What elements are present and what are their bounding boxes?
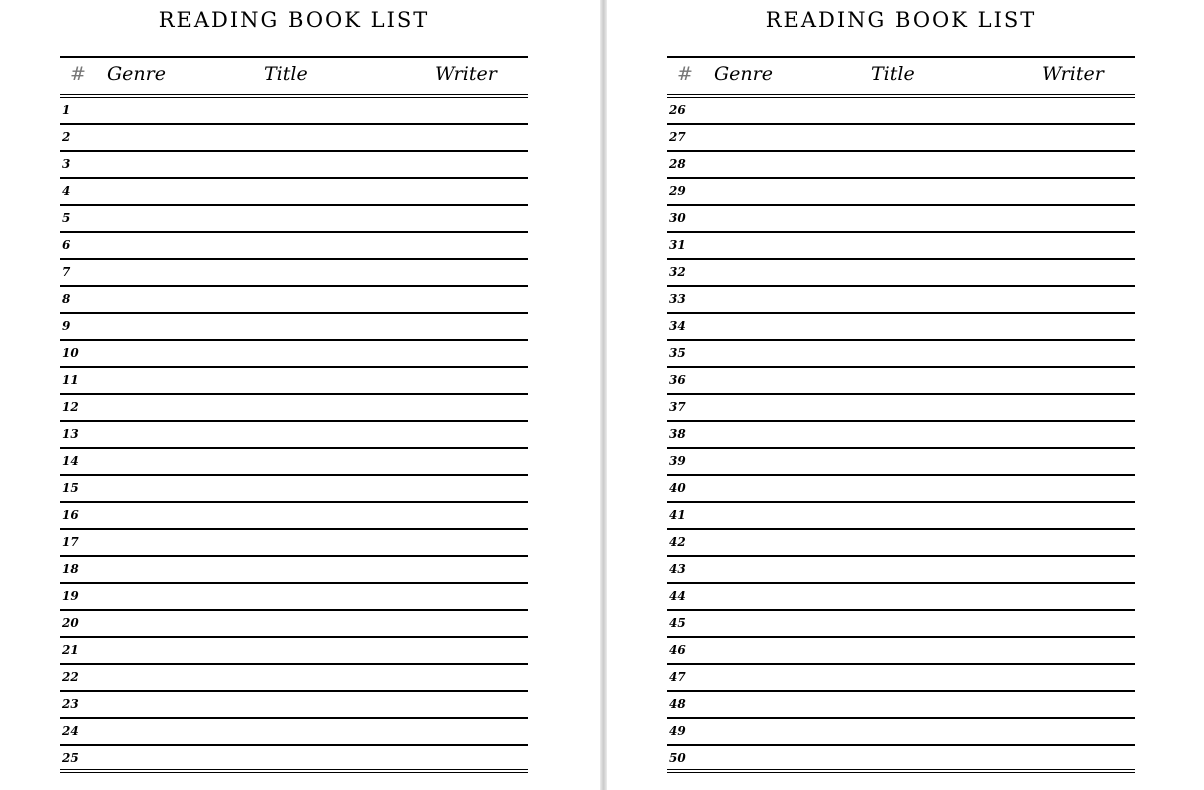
table-row[interactable] <box>60 179 528 206</box>
table-row[interactable] <box>667 125 1135 152</box>
table-row[interactable] <box>667 206 1135 233</box>
table-row[interactable] <box>667 341 1135 368</box>
row-number: 17 <box>62 535 79 549</box>
table-row[interactable] <box>60 530 528 557</box>
page-gutter <box>600 0 607 790</box>
table-row[interactable] <box>60 719 528 746</box>
row-number: 29 <box>669 184 686 198</box>
table-row[interactable] <box>667 422 1135 449</box>
header-number: # <box>70 63 86 85</box>
header-number: # <box>677 63 693 85</box>
row-number: 12 <box>62 400 79 414</box>
row-number: 8 <box>62 292 71 306</box>
row-number: 42 <box>669 535 686 549</box>
row-number: 4 <box>62 184 71 198</box>
row-number: 32 <box>669 265 686 279</box>
row-number: 13 <box>62 427 79 441</box>
table-row[interactable] <box>60 341 528 368</box>
left-page <box>0 0 600 790</box>
row-number: 35 <box>669 346 686 360</box>
row-number: 31 <box>669 238 686 252</box>
table-row[interactable] <box>60 638 528 665</box>
table-row[interactable] <box>60 287 528 314</box>
table-row[interactable] <box>60 98 528 125</box>
table-row[interactable] <box>667 260 1135 287</box>
table-row[interactable] <box>667 530 1135 557</box>
row-number: 22 <box>62 670 79 684</box>
row-number: 34 <box>669 319 686 333</box>
row-number: 41 <box>669 508 686 522</box>
table-row[interactable] <box>60 746 528 773</box>
row-number: 28 <box>669 157 686 171</box>
table-row[interactable] <box>667 719 1135 746</box>
table-row[interactable] <box>667 314 1135 341</box>
table-row[interactable] <box>60 260 528 287</box>
table-row[interactable] <box>667 503 1135 530</box>
row-number: 44 <box>669 589 686 603</box>
row-number: 39 <box>669 454 686 468</box>
row-number: 11 <box>62 373 79 387</box>
row-number: 25 <box>62 751 79 765</box>
right-page <box>607 0 1204 790</box>
header-genre: Genre <box>714 63 773 85</box>
row-number: 24 <box>62 724 79 738</box>
table-row[interactable] <box>60 557 528 584</box>
row-number: 20 <box>62 616 79 630</box>
row-number: 14 <box>62 454 79 468</box>
book-list-table <box>667 56 1135 773</box>
row-number: 30 <box>669 211 686 225</box>
table-row[interactable] <box>60 692 528 719</box>
table-row[interactable] <box>60 314 528 341</box>
table-row[interactable] <box>60 152 528 179</box>
row-number: 15 <box>62 481 79 495</box>
row-number: 1 <box>62 103 71 117</box>
row-number: 9 <box>62 319 71 333</box>
table-row[interactable] <box>60 125 528 152</box>
page-title: READING BOOK LIST <box>765 8 1037 32</box>
table-row[interactable] <box>667 179 1135 206</box>
row-number: 2 <box>62 130 71 144</box>
row-number: 21 <box>62 643 79 657</box>
table-row[interactable] <box>667 152 1135 179</box>
table-row[interactable] <box>667 638 1135 665</box>
table-row[interactable] <box>667 98 1135 125</box>
row-number: 49 <box>669 724 686 738</box>
row-number: 50 <box>669 751 686 765</box>
table-row[interactable] <box>667 395 1135 422</box>
table-row[interactable] <box>60 449 528 476</box>
row-number: 33 <box>669 292 686 306</box>
book-list-table <box>60 56 528 773</box>
header-writer: Writer <box>435 63 497 85</box>
row-number: 40 <box>669 481 686 495</box>
row-number: 10 <box>62 346 79 360</box>
row-number: 3 <box>62 157 71 171</box>
row-number: 47 <box>669 670 686 684</box>
row-number: 23 <box>62 697 79 711</box>
table-row[interactable] <box>667 449 1135 476</box>
table-rows <box>60 98 528 773</box>
header-genre: Genre <box>107 63 166 85</box>
table-row[interactable] <box>60 233 528 260</box>
row-number: 46 <box>669 643 686 657</box>
table-row[interactable] <box>60 206 528 233</box>
row-number: 27 <box>669 130 686 144</box>
table-header <box>60 56 528 98</box>
table-header <box>667 56 1135 98</box>
row-number: 37 <box>669 400 686 414</box>
table-row[interactable] <box>667 287 1135 314</box>
table-row[interactable] <box>667 665 1135 692</box>
header-title: Title <box>264 63 308 85</box>
table-row[interactable] <box>60 584 528 611</box>
table-row[interactable] <box>667 692 1135 719</box>
table-row[interactable] <box>60 422 528 449</box>
table-rows <box>667 98 1135 773</box>
table-row[interactable] <box>60 503 528 530</box>
table-row[interactable] <box>667 611 1135 638</box>
table-row[interactable] <box>60 665 528 692</box>
row-number: 43 <box>669 562 686 576</box>
table-row[interactable] <box>667 368 1135 395</box>
table-row[interactable] <box>667 233 1135 260</box>
table-row[interactable] <box>667 746 1135 773</box>
row-number: 18 <box>62 562 79 576</box>
row-number: 45 <box>669 616 686 630</box>
table-row[interactable] <box>667 557 1135 584</box>
table-row[interactable] <box>60 476 528 503</box>
table-row[interactable] <box>667 476 1135 503</box>
header-title: Title <box>871 63 915 85</box>
row-number: 38 <box>669 427 686 441</box>
table-row[interactable] <box>667 584 1135 611</box>
row-number: 19 <box>62 589 79 603</box>
table-row[interactable] <box>60 611 528 638</box>
row-number: 5 <box>62 211 71 225</box>
table-row[interactable] <box>60 368 528 395</box>
row-number: 48 <box>669 697 686 711</box>
row-number: 7 <box>62 265 71 279</box>
row-number: 36 <box>669 373 686 387</box>
row-number: 26 <box>669 103 686 117</box>
header-writer: Writer <box>1042 63 1104 85</box>
row-number: 16 <box>62 508 79 522</box>
page-title: READING BOOK LIST <box>158 8 430 32</box>
row-number: 6 <box>62 238 71 252</box>
table-row[interactable] <box>60 395 528 422</box>
